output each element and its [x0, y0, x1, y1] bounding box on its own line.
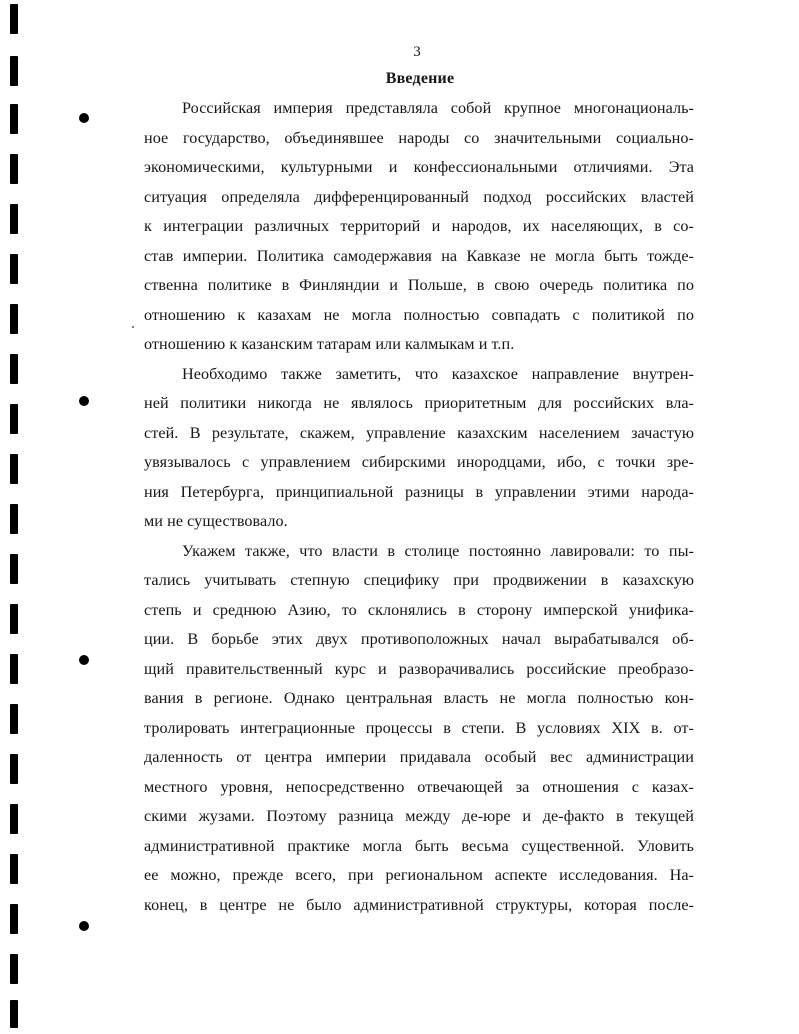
binding-mark: [10, 254, 18, 284]
text-line: тались учитывать степную специфику при продвижении в казахскую: [144, 571, 694, 589]
binding-mark: [10, 754, 18, 784]
text-line: конец, в центре не было административной структуры, которая после-: [144, 895, 694, 914]
text-line: экономическими, культурными и конфессиональными отличиями. Эта: [144, 158, 694, 176]
binding-dot: [79, 655, 89, 665]
text-line: щий правительственный курс и разворачивались российские преобразо-: [144, 659, 694, 678]
binding-mark: [10, 4, 18, 34]
text-line: Российская империя представляла собой крупное многонациональ-: [182, 99, 694, 117]
binding-mark: [10, 954, 18, 984]
binding-mark: [10, 454, 18, 484]
text-line: Укажем также, что власти в столице постоянно лавировали: то пы-: [182, 541, 694, 560]
binding-mark: [10, 354, 18, 384]
page-number: 3: [413, 44, 421, 60]
text-line: ее можно, прежде всего, при региональном аспекте исследования. На-: [144, 866, 694, 884]
text-line: ния Петербурга, принципиальной разницы в управлении этими народа-: [144, 482, 694, 501]
binding-dot: [79, 396, 89, 406]
text-line: ное государство, объединявшее народы со значительными социально-: [144, 128, 694, 147]
text-line: ции. В борьбе этих двух противоположных начал вырабатывался об-: [144, 630, 694, 648]
binding-mark: [10, 854, 18, 884]
text-line: даленность от центра империи придавала особый вес администрации: [144, 748, 694, 766]
text-line: отношению к казанским татарам или калмыкам и т.п.: [144, 335, 515, 353]
text-line: административной практике могла быть весьма существенной. Уловить: [144, 836, 694, 855]
text-line: увязывалось с управлением сибирскими инородцами, ибо, с точки зре-: [144, 453, 694, 471]
binding-mark: [10, 404, 18, 434]
text-line: ми не существовало.: [144, 512, 288, 530]
text-line: степь и среднюю Азию, то склонялись в сторону имперской унифика-: [144, 600, 694, 619]
text-line: став империи. Политика самодержавия на Кавказе не могла быть тожде-: [144, 246, 694, 265]
body-text: [144, 94, 694, 920]
binding-mark: [10, 804, 18, 834]
text-line: ситуация определяла дифференцированный подход российских властей: [144, 187, 694, 206]
text-line: вания в регионе. Однако центральная власть не могла полностью кон-: [144, 689, 694, 707]
binding-mark: [10, 654, 18, 684]
binding-dot: [79, 113, 89, 123]
text-line: к интеграции различных территорий и народов, их населяющих, в со-: [144, 217, 694, 235]
text-line: ственна политике в Финляндии и Польше, в свою очередь политика по: [144, 276, 694, 294]
binding-mark: [10, 604, 18, 634]
text-line: скими жузами. Поэтому разница между де-юре и де-факто в текущей: [144, 807, 694, 825]
text-line: ней политики никогда не являлось приоритетным для российских вла-: [144, 394, 694, 412]
scan-speck: [132, 326, 134, 328]
text-line: тролировать интеграционные процессы в степи. В условиях XIX в. от-: [144, 718, 694, 737]
text-line: местного уровня, непосредственно отвечающей за отношения с казах-: [144, 777, 694, 796]
binding-mark: [10, 1000, 18, 1028]
section-heading: Введение: [385, 70, 455, 87]
binding-mark: [10, 104, 18, 134]
binding-mark: [10, 904, 18, 934]
binding-dot: [79, 921, 89, 931]
binding-mark: [10, 554, 18, 584]
text-line: стей. В результате, скажем, управление казахским населением зачастую: [144, 423, 694, 442]
binding-mark: [10, 304, 18, 334]
binding-mark: [10, 204, 18, 234]
binding-mark: [10, 504, 18, 534]
binding-mark: [10, 704, 18, 734]
text-line: отношению к казахам не могла полностью совпадать с политикой по: [144, 305, 694, 324]
text-line: Необходимо также заметить, что казахское направление внутрен-: [182, 364, 694, 383]
binding-mark: [10, 154, 18, 184]
